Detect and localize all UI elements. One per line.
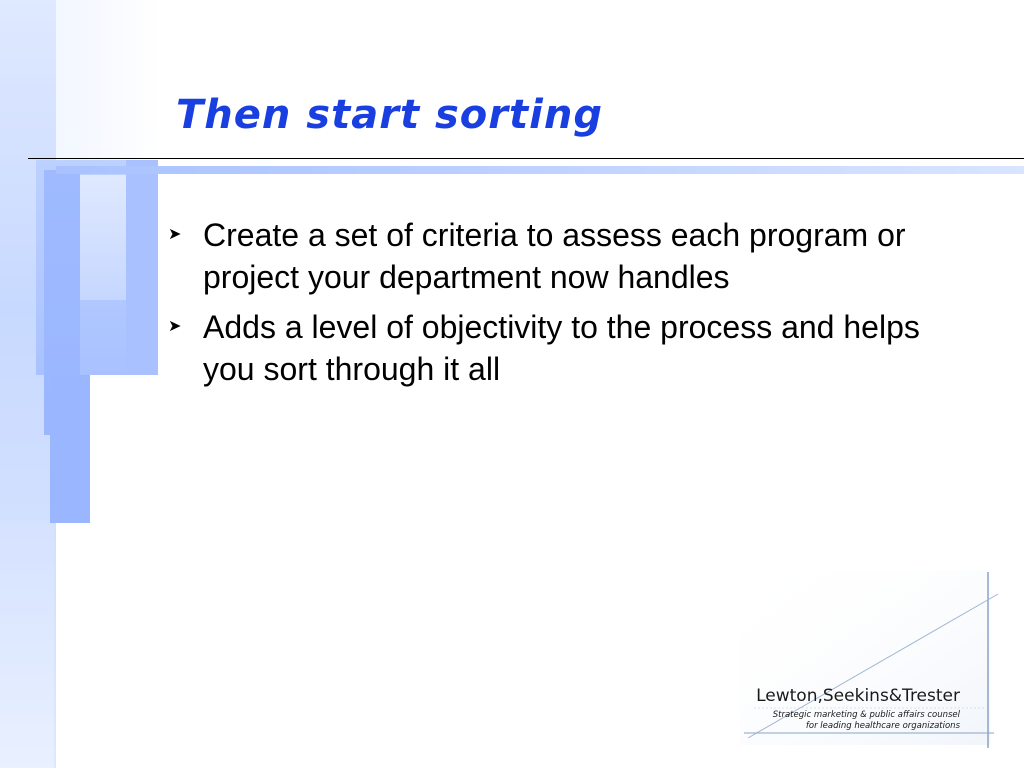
chevron-right-icon: ➤ xyxy=(168,318,182,335)
list-item xyxy=(162,306,962,390)
decorative-bar xyxy=(126,160,158,375)
title-divider xyxy=(28,158,1024,159)
list-item xyxy=(162,214,962,298)
bullet-text: Adds a level of objectivity to the process and helps you sort through it all xyxy=(203,309,920,387)
company-logo xyxy=(740,570,1000,750)
slide-title: Then start sorting xyxy=(176,92,603,138)
title-accent-band xyxy=(56,166,1024,174)
logo-tagline xyxy=(773,710,960,732)
bullet-text: Create a set of criteria to assess each program or project your department now handles xyxy=(203,217,906,295)
logo-name: Lewton,Seekins&Trester xyxy=(756,686,960,706)
decorative-bar xyxy=(0,520,54,768)
bullet-list xyxy=(162,214,962,398)
logo-tagline-line: Strategic marketing & public affairs counsel xyxy=(772,710,960,720)
logo-tagline-line: for leading healthcare organizations xyxy=(805,721,960,731)
chevron-right-icon: ➤ xyxy=(168,226,182,243)
decorative-bar xyxy=(50,375,90,523)
